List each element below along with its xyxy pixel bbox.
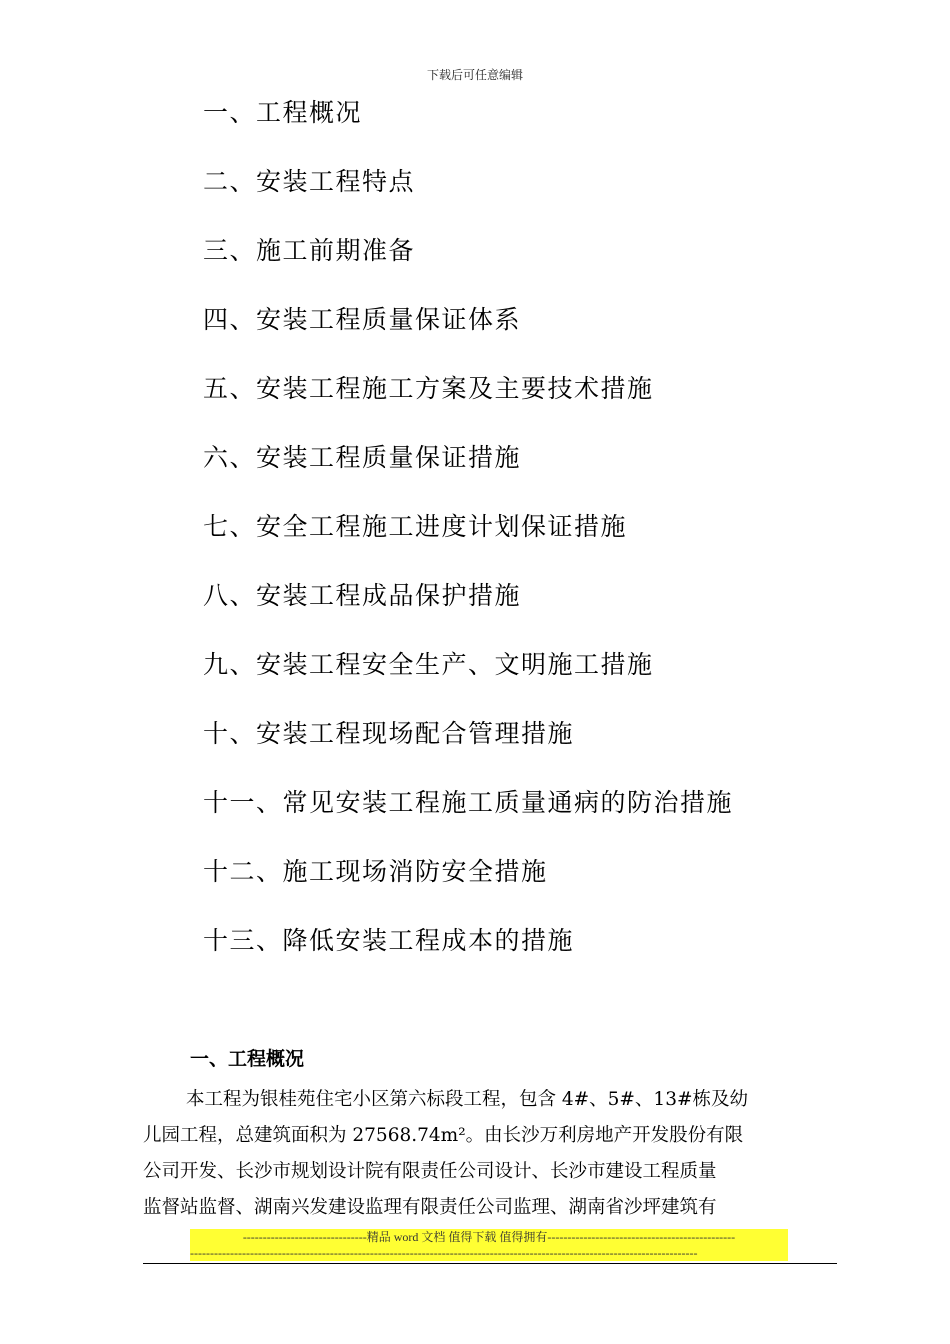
toc-item: 二、安装工程特点 xyxy=(203,167,416,196)
toc-item: 十、安装工程现场配合管理措施 xyxy=(203,719,575,748)
toc-item: 八、安装工程成品保护措施 xyxy=(203,581,522,610)
section-title: 一、工程概况 xyxy=(190,1048,305,1070)
toc-item: 十三、降低安装工程成本的措施 xyxy=(203,926,575,955)
toc-item: 九、安装工程安全生产、文明施工措施 xyxy=(203,650,654,679)
toc-item: 四、安装工程质量保证体系 xyxy=(203,305,522,334)
body-paragraph xyxy=(143,1082,835,1226)
toc-item: 三、施工前期准备 xyxy=(203,236,416,265)
toc-item: 一、工程概况 xyxy=(203,98,363,127)
paragraph-line: 监督站监督、湖南兴发建设监理有限责任公司监理、湖南省沙坪建筑有 xyxy=(143,1197,717,1218)
paragraph-line: 本工程为银桂苑住宅小区第六标段工程，包含 4#、5#、13#栋及幼 xyxy=(186,1089,748,1110)
header-note: 下载后可任意编辑 xyxy=(426,68,523,82)
toc-item: 十二、施工现场消防安全措施 xyxy=(203,857,548,886)
toc-item: 七、安全工程施工进度计划保证措施 xyxy=(203,512,628,541)
table-of-contents xyxy=(203,92,733,989)
toc-item: 十一、常见安装工程施工质量通病的防治措施 xyxy=(203,788,734,817)
paragraph-line: 儿园工程，总建筑面积为 27568.74m²。由长沙万利房地产开发股份有限 xyxy=(143,1125,744,1146)
toc-item: 六、安装工程质量保证措施 xyxy=(203,443,522,472)
toc-item: 五、安装工程施工方案及主要技术措施 xyxy=(203,374,654,403)
paragraph-line: 公司开发、长沙市规划设计院有限责任公司设计、长沙市建设工程质量 xyxy=(143,1161,717,1182)
footer-banner: -------------------------------精品 word 文档 值得下载 值得拥有----------------------------------------------- xyxy=(190,1229,788,1245)
footer-banner-dashes: ------------------------------------------------------------------------------------------------------------------------------- xyxy=(190,1245,788,1261)
footer-rule xyxy=(143,1263,837,1264)
